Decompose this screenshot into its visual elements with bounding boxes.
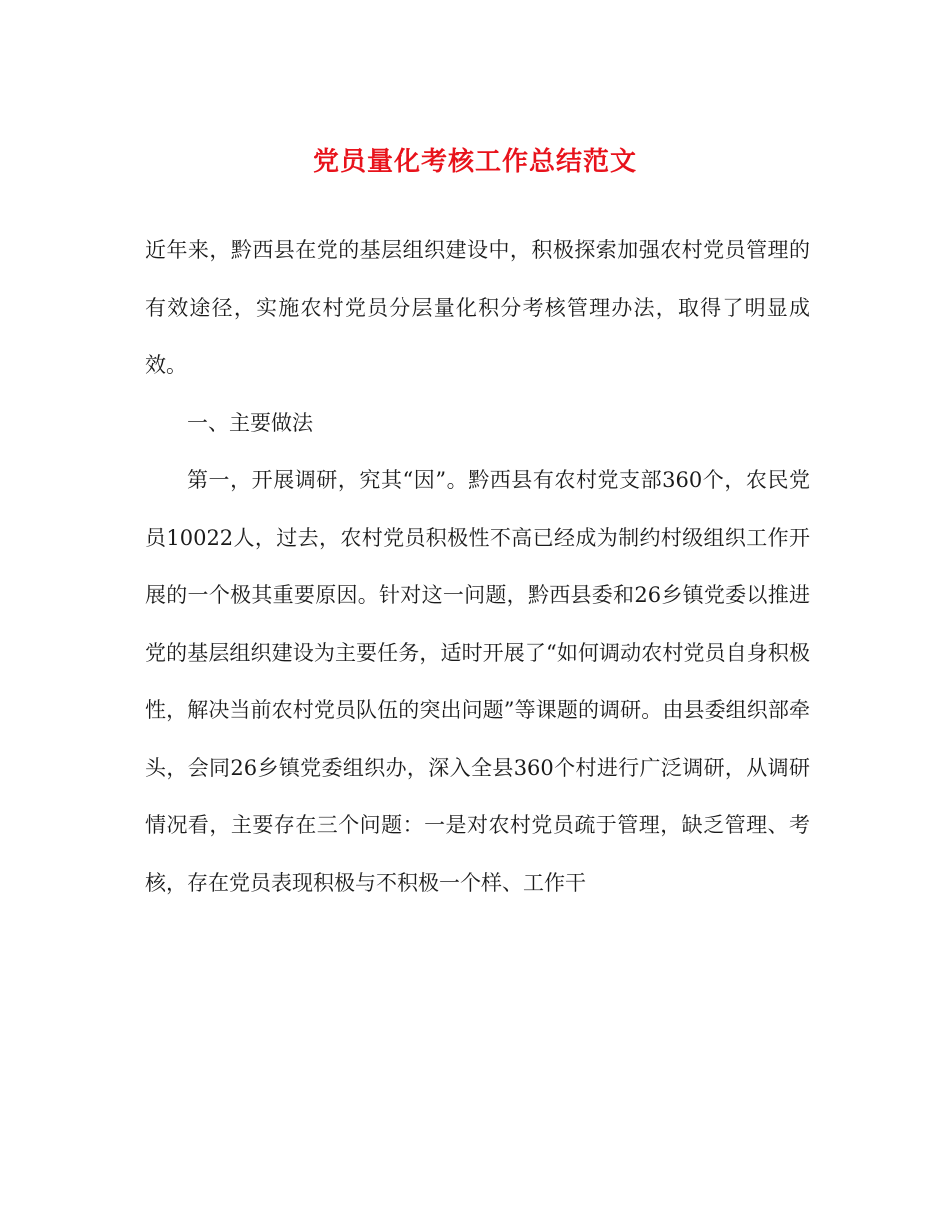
document-body (145, 222, 810, 912)
document-title: 党员量化考核工作总结范文 (312, 147, 637, 177)
paragraph-first-point: 第一，开展调研，究其“因”。黔西县有农村党支部360个，农民党员10022人，过去，农村党员积极性不高已经成为制约村级组织工作开展的一个极其重要原因。针对这一问题，黔西县委和26乡镇党委以推进党的基层组织建设为主要任务，适时开展了“如何调动农村党员自身积极性，解决当前农村党员队伍的突出问题”等课题的调研。由县委组织部牵头，会同26乡镇党委组织办，深入全县360个村进行广泛调研，从调研情况看，主要存在三个问题：一是对农村党员疏于管理，缺乏管理、考核，存在党员表现积极与不积极一个样、工作干 (145, 468, 810, 895)
section-heading-main-practices: 一、主要做法 (187, 410, 313, 435)
paragraph-intro: 近年来，黔西县在党的基层组织建设中，积极探索加强农村党员管理的有效途径，实施农村党员分层量化积分考核管理办法，取得了明显成效。 (145, 238, 810, 377)
